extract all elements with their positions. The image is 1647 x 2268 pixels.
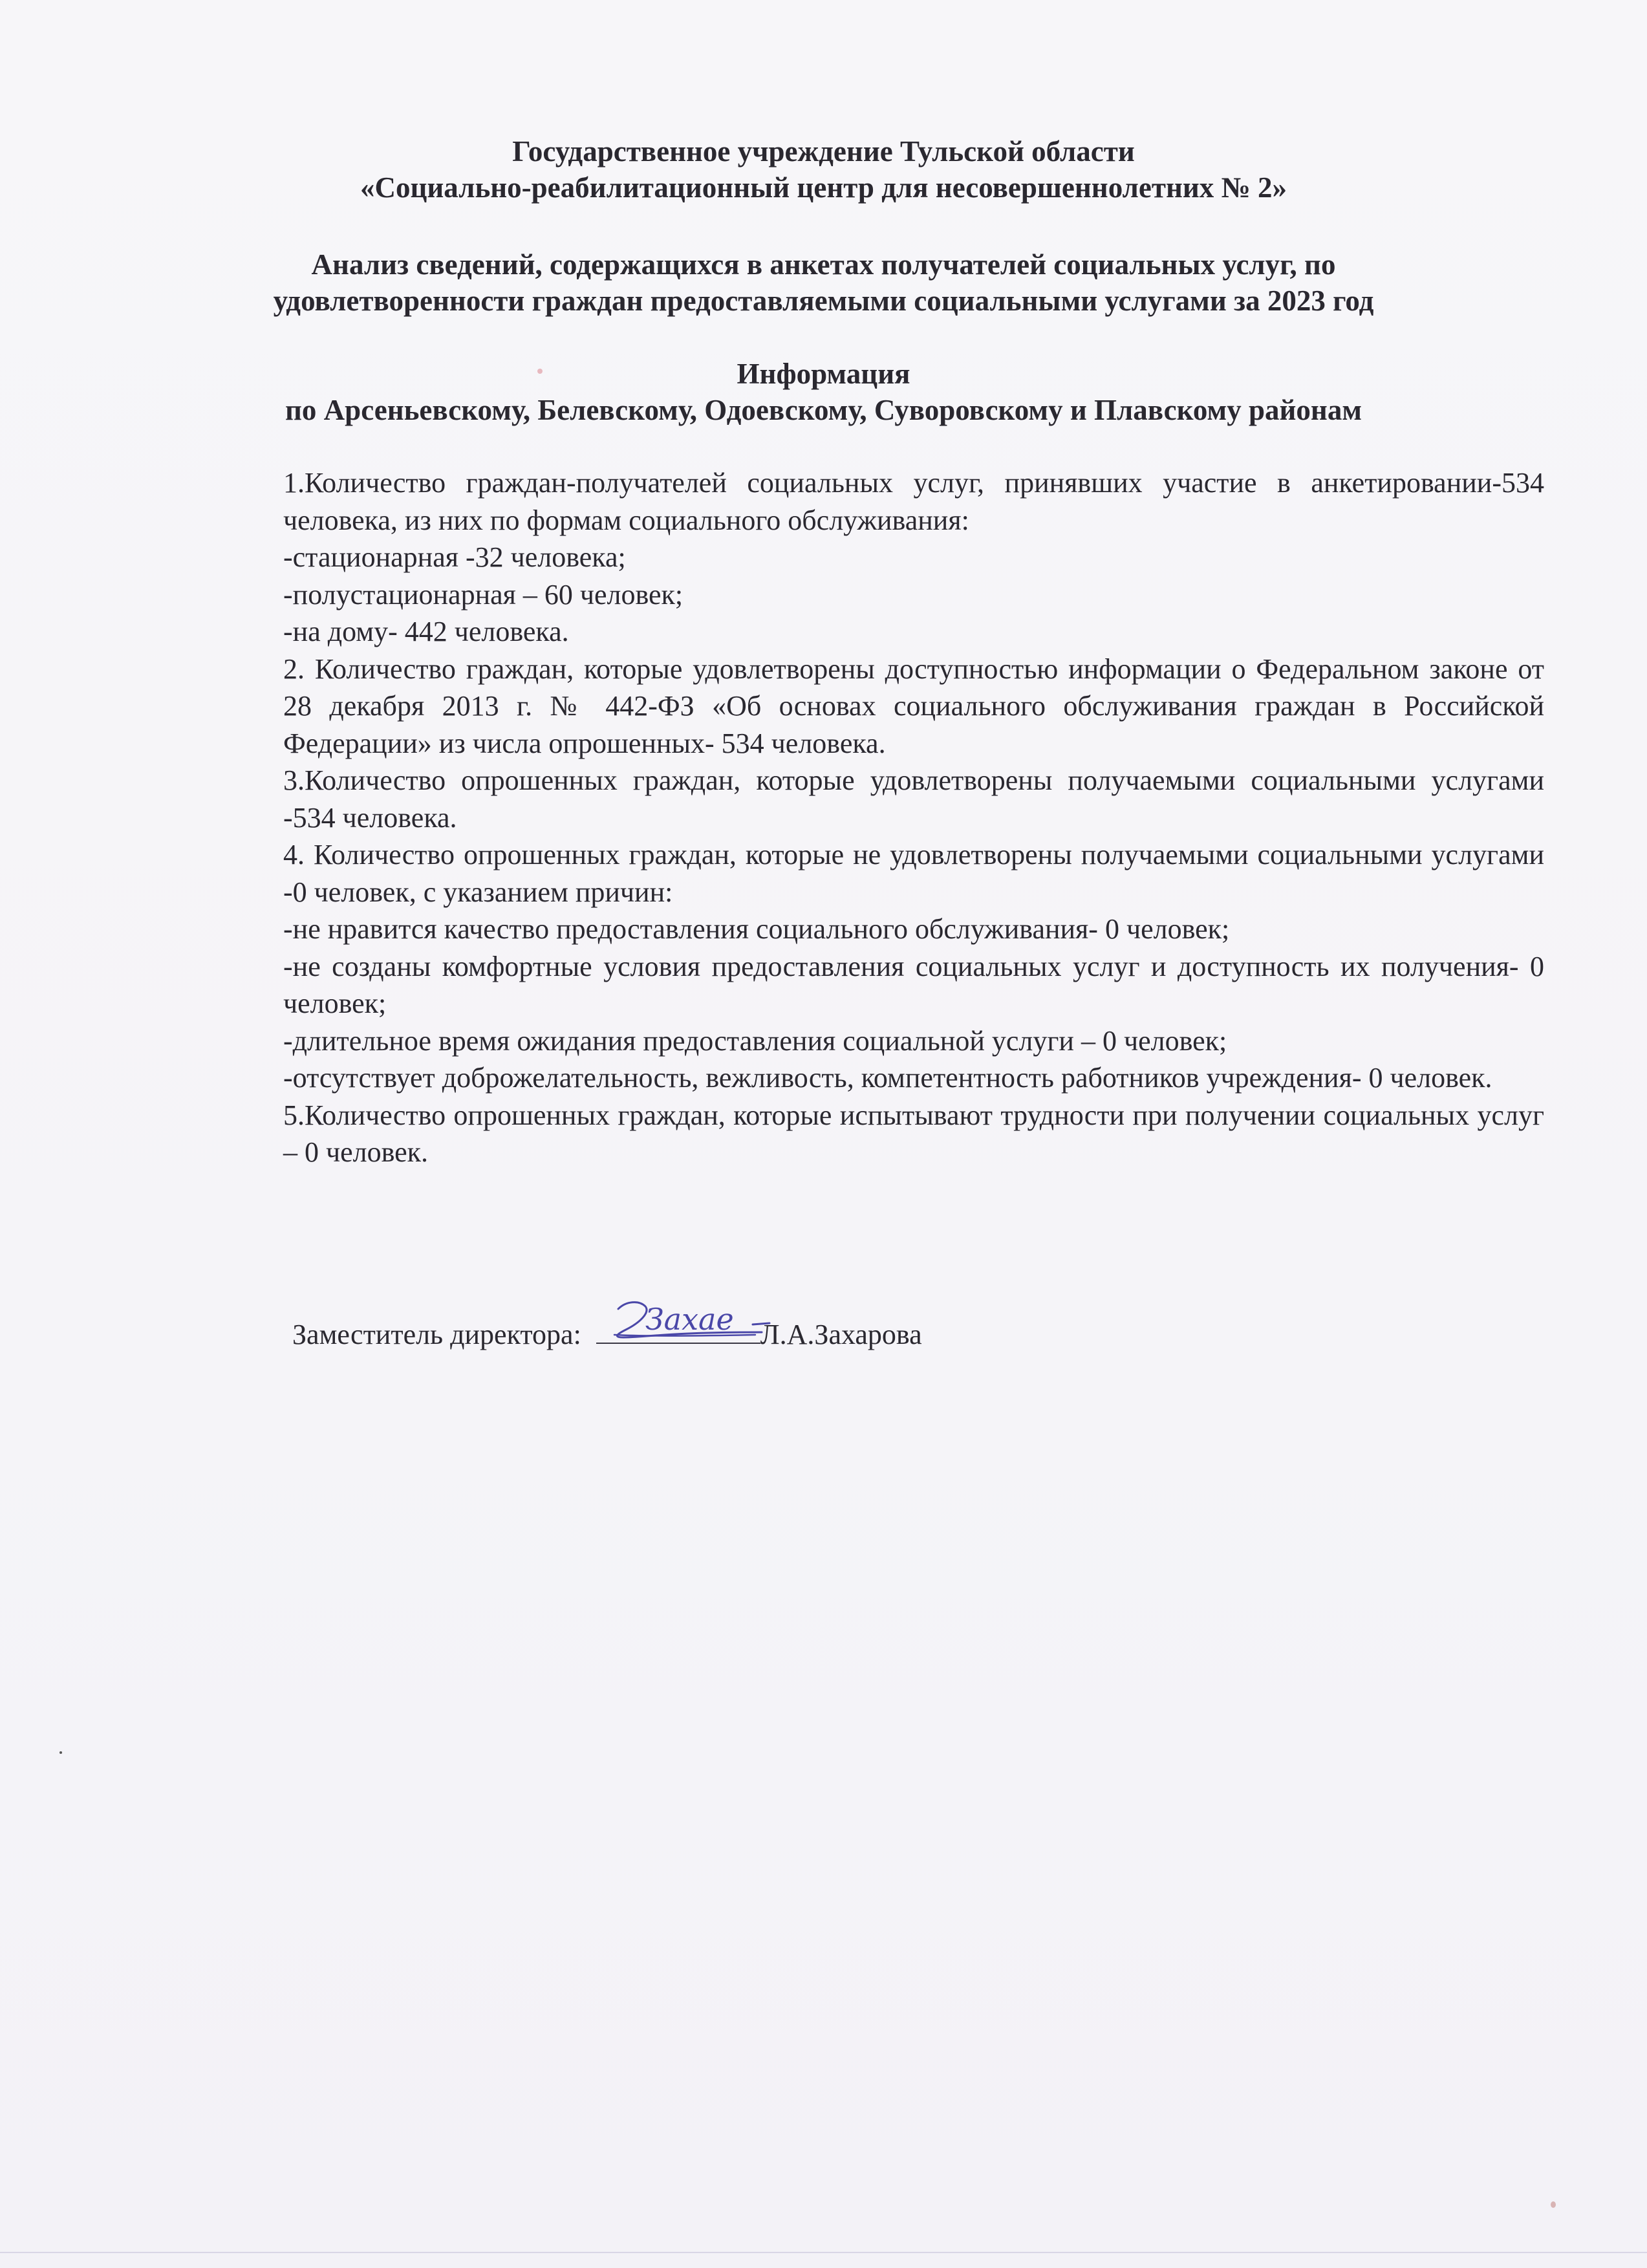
paragraph-4-reason-staff: -отсутствует доброжелательность, вежливость, компетентность работников учреждения- 0 человек. (283, 1062, 1492, 1094)
paragraph-2: 2. Количество граждан, которые удовлетворены доступностью информации о Федеральном законе от 28 декабря 2013 г. № 442-ФЗ «Об основах социального обслуживания граждан в Российской Федерации» из числа опрошенных- 534 человека. (283, 653, 1544, 759)
handwritten-signature (600, 1297, 775, 1349)
paper-speck (537, 369, 543, 374)
signature-field (596, 1302, 760, 1344)
paragraph-4: 4. Количество опрошенных граждан, которые не удовлетворены получаемыми социальными услугами -0 человек, с указанием причин: (283, 839, 1544, 908)
section-subheading-districts: по Арсеньевскому, Белевскому, Одоевскому, Суворовскому и Плавскому районам (285, 394, 1362, 426)
organization-name-line-1: Государственное учреждение Тульской области (512, 135, 1135, 167)
paragraph-4-reason-quality: -не нравится качество предоставления социального обслуживания- 0 человек; (283, 913, 1230, 945)
paragraph-1-item-semistationary: -полустационарная – 60 человек; (283, 578, 684, 610)
document-title-line-2: удовлетворенности граждан предоставляемыми социальными услугами за 2023 год (273, 285, 1374, 317)
paragraph-4-reason-conditions: -не созданы комфортные условия предоставления социальных услуг и доступность их получения- 0 человек; (283, 950, 1544, 1019)
signatory-name: Л.А.Захарова (760, 1319, 922, 1350)
document-title-line-1: Анализ сведений, содержащихся в анкетах получателей социальных услуг, по (311, 248, 1336, 281)
signature-block (292, 1302, 922, 1353)
section-heading: Информация (737, 358, 910, 390)
paper-speck (1551, 2201, 1556, 2208)
organization-name-line-2: «Социально-реабилитационный центр для несовершеннолетних № 2» (360, 171, 1287, 204)
paragraph-5: 5.Количество опрошенных граждан, которые испытывают трудности при получении социальных услуг – 0 человек. (283, 1099, 1544, 1168)
report-body (283, 464, 1544, 1171)
paragraph-3: 3.Количество опрошенных граждан, которые удовлетворены получаемыми социальными услугами -534 человека. (283, 764, 1544, 834)
paragraph-1-item-home: -на дому- 442 человека. (283, 616, 569, 647)
signatory-position: Заместитель директора: (292, 1319, 581, 1350)
paragraph-1: 1.Количество граждан-получателей социальных услуг, принявших участие в анкетировании-534 человека, из них по формам социального обслуживания: (283, 467, 1544, 536)
scan-edge-line (0, 2252, 1647, 2253)
svg-text:Захае: Захае (645, 1302, 734, 1337)
paragraph-4-reason-waiting: -длительное время ожидания предоставления социальной услуги – 0 человек; (283, 1024, 1227, 1057)
paragraph-1-item-stationary: -стационарная -32 человека; (283, 541, 626, 573)
paper-speck (59, 1751, 62, 1754)
